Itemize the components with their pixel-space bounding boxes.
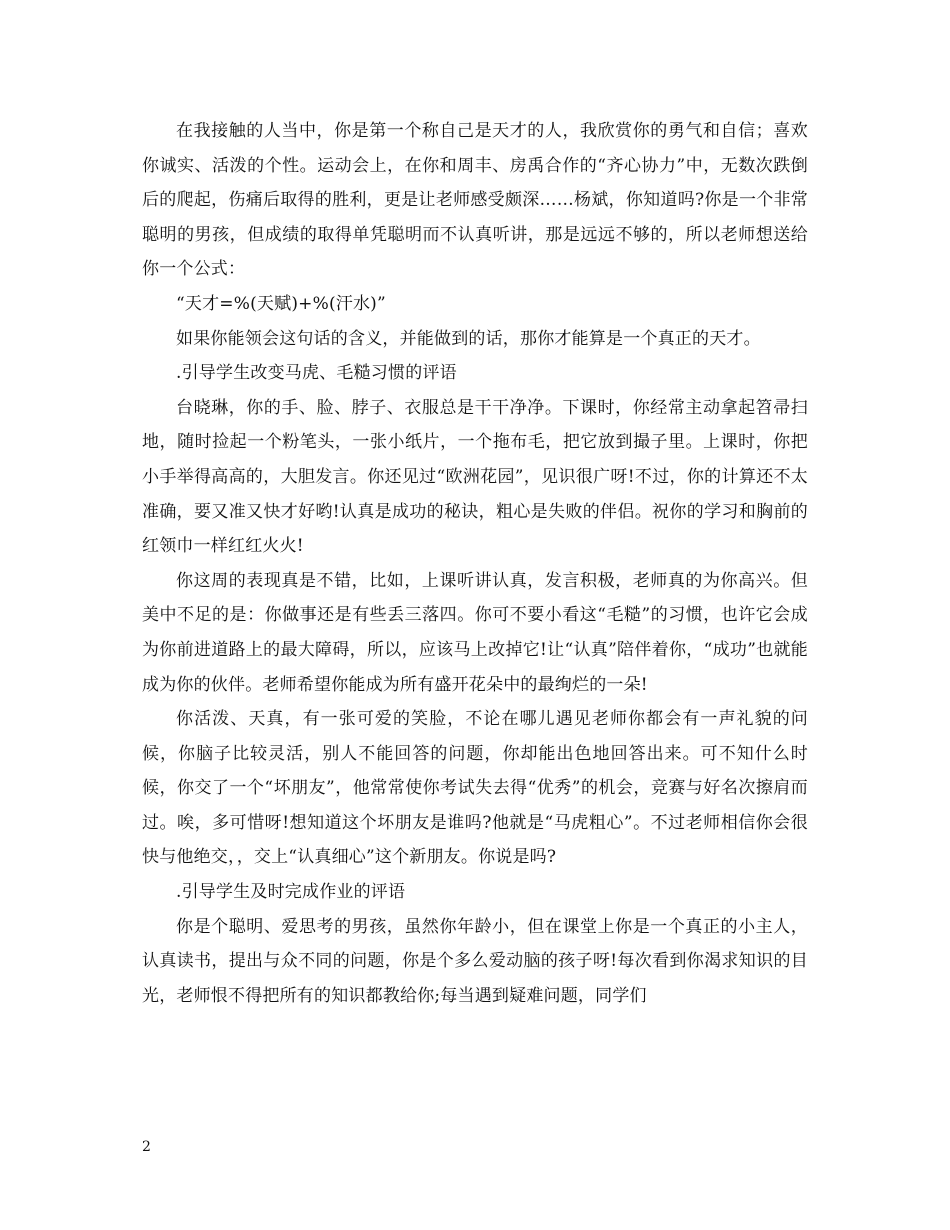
paragraph-weekly-performance: 你这周的表现真是不错，比如，上课听讲认真，发言积极，老师真的为你高兴。但美中不足的是：你做事还是有些丢三落四。你可不要小看这“毛糙”的习惯，也许它会成为你前进道路上的最大障碍，所以，应该马上改掉它!让“认真”陪伴着你，“成功”也就能成为你的伙伴。老师希望你能成为所有盛开花朵中的最绚烂的一朵!: [142, 570, 808, 695]
document-body: [142, 114, 808, 1013]
section-heading-careless-habits: .引导学生改变马虎、毛糙习惯的评语: [176, 363, 457, 384]
paragraph-tai-xiaolin: 台晓琳，你的手、脸、脖子、衣服总是干干净净。下课时，你经常主动拿起笤帚扫地，随时捡起一个粉笔头，一张小纸片，一个拖布毛，把它放到撮子里。上课时，你把小手举得高高的，大胆发言。你还见过“欧洲花园”，见识很广呀!不过，你的计算还不太准确，要又准又快才好哟!认真是成功的秘诀，粗心是失败的伴侣。祝你的学习和胸前的红领巾一样红红火火!: [142, 397, 808, 557]
paragraph-genius: 在我接触的人当中，你是第一个称自己是天才的人，我欣赏你的勇气和自信；喜欢你诚实、活泼的个性。运动会上，在你和周丰、房禹合作的“齐心协力”中，无数次跌倒后的爬起，伤痛后取得的胜利，更是让老师感受颇深……杨斌，你知道吗?你是一个非常聪明的男孩，但成绩的取得单凭聪明而不认真听讲，那是远远不够的，所以老师想送给你一个公式：: [142, 121, 808, 280]
page-number: 2: [142, 1139, 151, 1155]
paragraph-smart-boy: 你是个聪明、爱思考的男孩，虽然你年龄小，但在课堂上你是一个真正的小主人，认真读书，提出与众不同的问题，你是个多么爱动脑的孩子呀!每次看到你渴求知识的目光，老师恨不得把所有的知识都教给你;每当遇到疑难问题，同学们: [142, 916, 808, 1006]
paragraph-genius-conclusion: 如果你能领会这句话的含义，并能做到的话，那你才能算是一个真正的天才。: [176, 328, 761, 349]
paragraph-bad-friend: 你活泼、天真，有一张可爱的笑脸，不论在哪儿遇见老师你都会有一声礼貌的问候，你脑子比较灵活，别人不能回答的问题，你却能出色地回答出来。可不知什么时候，你交了一个“坏朋友”，他常常使你考试失去得“优秀”的机会，竞赛与好名次擦肩而过。唉，多可惜呀!想知道这个坏朋友是谁吗?他就是“马虎粗心”。不过老师相信你会很快与他绝交，，交上“认真细心”这个新朋友。你说是吗?: [142, 709, 808, 868]
section-heading-homework: .引导学生及时完成作业的评语: [176, 882, 406, 903]
paragraph-formula: “天才=%(天赋)+%(汗水)”: [176, 293, 386, 314]
